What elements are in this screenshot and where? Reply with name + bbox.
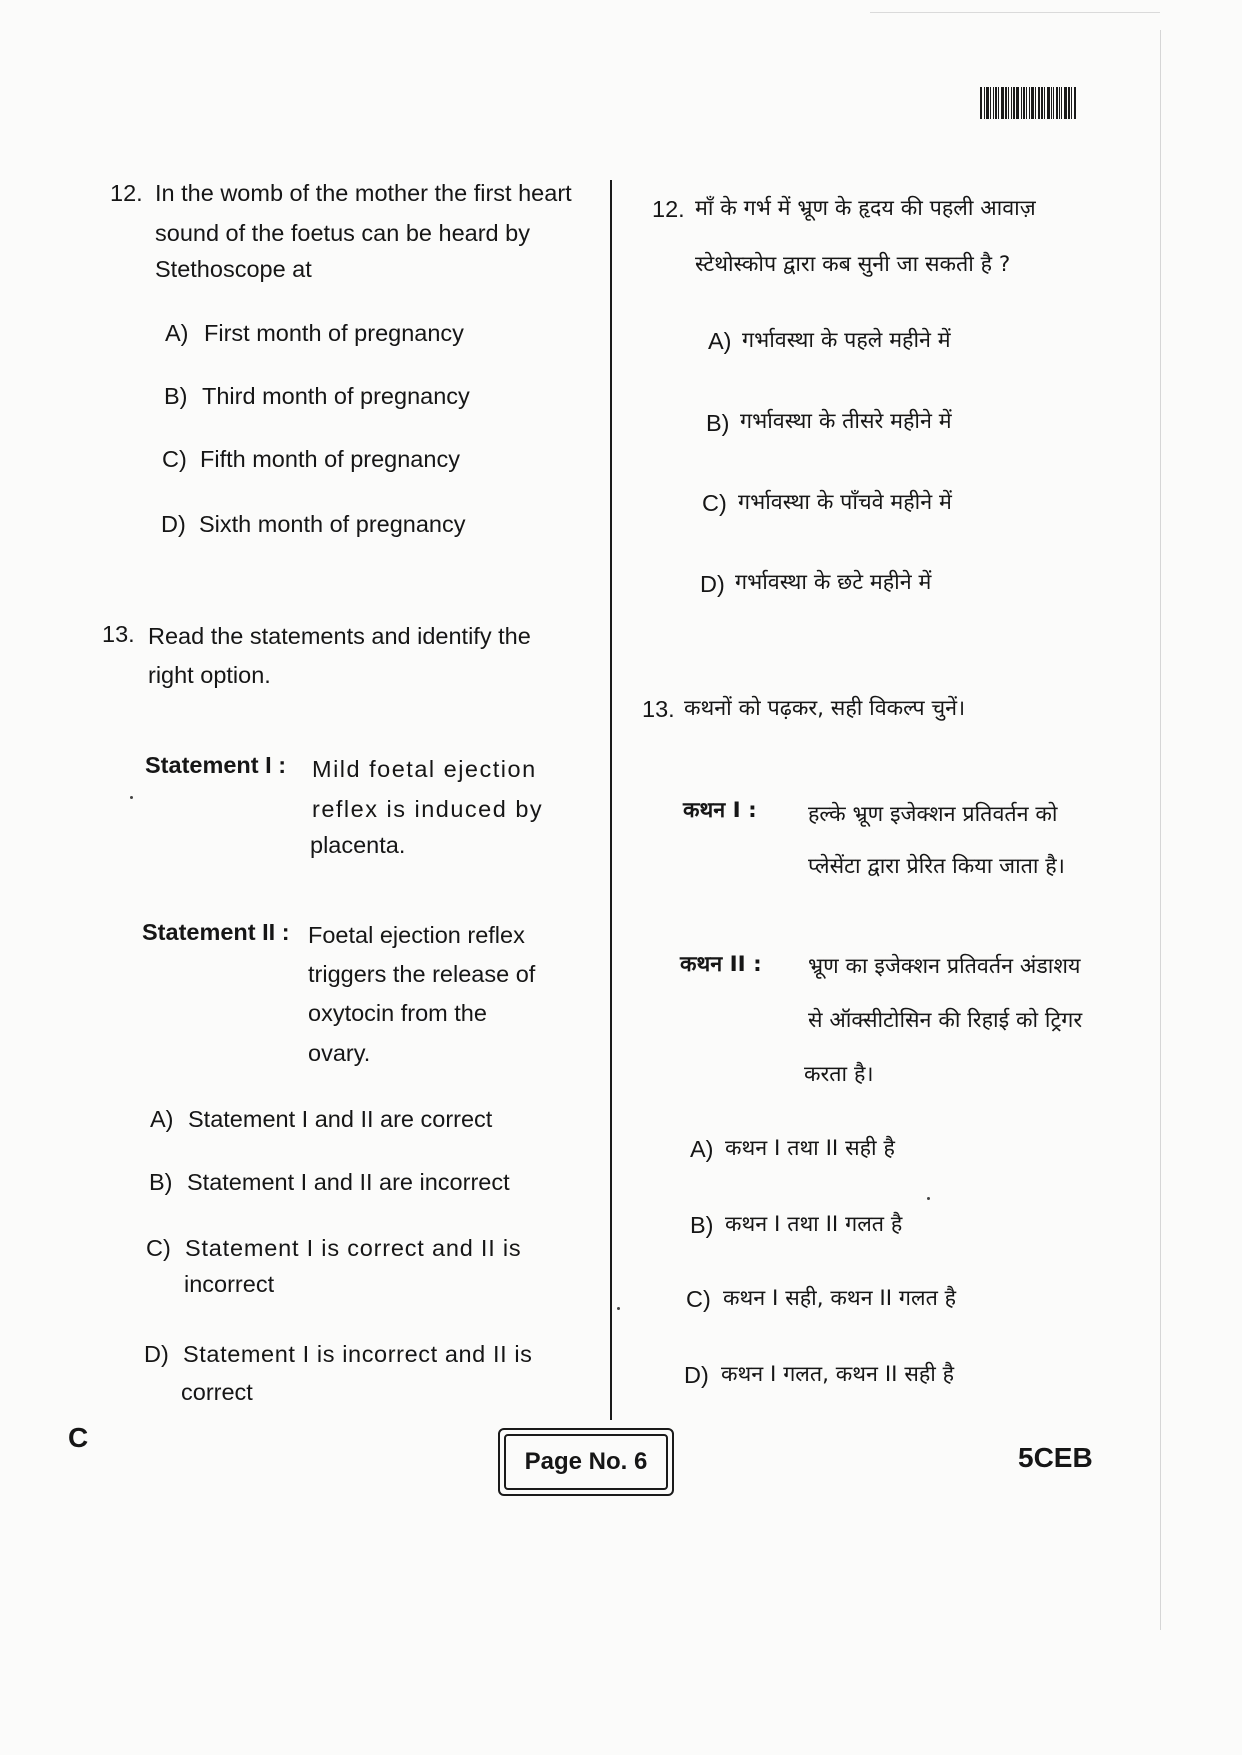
barcode-bar [1056, 87, 1058, 119]
barcode-bar [1071, 87, 1072, 119]
barcode-bar [1008, 87, 1009, 119]
q13-option-d-line-1[interactable]: Statement I is incorrect and II is [183, 1341, 533, 1367]
q13-option-c-letter[interactable]: C) [146, 1235, 171, 1261]
q12-option-a-text[interactable]: First month of pregnancy [204, 320, 464, 346]
statement-1-line-1-hi: हल्के भ्रूण इजेक्शन प्रतिवर्तन को [808, 802, 1058, 827]
statement-2-line-3-en: oxytocin from the [308, 1000, 487, 1026]
q12-option-d-text[interactable]: Sixth month of pregnancy [199, 511, 466, 537]
q12-option-b-text[interactable]: Third month of pregnancy [202, 383, 470, 409]
q12-number-en: 12. [110, 180, 143, 206]
q12-option-d-letter[interactable]: D) [161, 511, 186, 537]
q12-option-a-letter[interactable]: A) [165, 320, 189, 346]
scan-dot [617, 1307, 620, 1310]
q13-option-d-line-2[interactable]: correct [181, 1379, 253, 1405]
barcode-bar [1011, 87, 1012, 119]
booklet-code: 5CEB [1018, 1442, 1093, 1473]
page-number-box [498, 1428, 674, 1496]
barcode-bar [1059, 87, 1060, 119]
q12-line-1-hi: माँ के गर्भ में भ्रूण के हृदय की पहली आवाज़ [695, 196, 1036, 221]
statement-2-line-1-hi: भ्रूण का इजेक्शन प्रतिवर्तन अंडाशय [808, 954, 1081, 979]
statement-2-label-en: Statement II : [142, 919, 290, 945]
q13-line-2-en: right option. [148, 662, 271, 688]
scan-dot [927, 1197, 930, 1200]
barcode-bar [1035, 87, 1036, 119]
barcode-bar [1053, 87, 1054, 119]
q13-option-a-letter[interactable]: A) [150, 1106, 174, 1132]
barcode-bar [1044, 87, 1045, 119]
barcode-bar [1023, 87, 1025, 119]
barcode-bar [1001, 87, 1004, 119]
barcode-bar [1061, 87, 1062, 119]
barcode-bar [1064, 87, 1067, 119]
q12-option-c-text-hi[interactable]: गर्भावस्था के पाँचवे महीने में [738, 490, 952, 515]
q13-option-d-letter-hi[interactable]: D) [684, 1362, 709, 1388]
statement-1-line-1-en: Mild foetal ejection [312, 756, 537, 782]
barcode-bar [1068, 87, 1070, 119]
statement-1-label-hi: कथन I : [683, 798, 757, 823]
q12-option-b-text-hi[interactable]: गर्भावस्था के तीसरे महीने में [740, 409, 952, 434]
q12-line-2-en: sound of the foetus can be heard by [155, 220, 530, 246]
q12-option-b-letter-hi[interactable]: B) [706, 410, 730, 436]
q13-line-1-en: Read the statements and identify the [148, 623, 531, 649]
barcode-bar [984, 87, 985, 119]
barcode-bar [1029, 87, 1030, 119]
q13-option-b-text-hi[interactable]: कथन I तथा II गलत है [725, 1212, 903, 1237]
barcode-bar [1021, 87, 1022, 119]
q13-option-a-letter-hi[interactable]: A) [690, 1136, 714, 1162]
barcode-bar [1047, 87, 1050, 119]
q13-option-a-text-hi[interactable]: कथन I तथा II सही है [725, 1136, 895, 1161]
column-divider [610, 180, 612, 1420]
barcode-bar [1041, 87, 1043, 119]
barcode-bar [1074, 87, 1076, 119]
q12-option-c-letter[interactable]: C) [162, 446, 187, 472]
statement-2-line-2-hi: से ऑक्सीटोसिन की रिहाई को ट्रिगर [808, 1008, 1083, 1033]
q13-option-c-line-1[interactable]: Statement I is correct and II is [185, 1235, 522, 1261]
q12-line-3-en: Stethoscope at [155, 256, 312, 282]
statement-2-line-1-en: Foetal ejection reflex [308, 922, 525, 948]
statement-1-line-2-hi: प्लेसेंटा द्वारा प्रेरित किया जाता है। [808, 854, 1065, 879]
q13-option-c-text-hi[interactable]: कथन I सही, कथन II गलत है [723, 1286, 957, 1311]
barcode-bar [990, 87, 991, 119]
barcode-bar [1031, 87, 1034, 119]
q13-option-d-letter[interactable]: D) [144, 1341, 169, 1367]
statement-1-line-2-en: reflex is induced by [312, 796, 544, 822]
scan-edge-top [870, 12, 1160, 13]
scan-edge-right [1160, 30, 1161, 1630]
barcode-bar [980, 87, 982, 119]
q12-line-2-hi: स्टेथोस्कोप द्वारा कब सुनी जा सकती है ? [695, 252, 1011, 277]
statement-2-label-hi: कथन II : [680, 952, 762, 977]
barcode-bar [1026, 87, 1027, 119]
q12-option-b-letter[interactable]: B) [164, 383, 188, 409]
barcode [980, 87, 1120, 119]
q12-option-a-text-hi[interactable]: गर्भावस्था के पहले महीने में [742, 328, 951, 353]
barcode-bar [995, 87, 997, 119]
scan-dot [130, 796, 133, 799]
statement-2-line-2-en: triggers the release of [308, 961, 536, 987]
page-number-label: Page No. 6 [504, 1434, 668, 1490]
statement-2-line-3-hi: करता है। [804, 1062, 874, 1087]
q13-option-b-text[interactable]: Statement I and II are incorrect [187, 1169, 510, 1195]
q12-line-1-en: In the womb of the mother the first heart [155, 180, 572, 206]
q12-option-c-text[interactable]: Fifth month of pregnancy [200, 446, 460, 472]
q13-option-c-letter-hi[interactable]: C) [686, 1286, 711, 1312]
q13-option-c-line-2[interactable]: incorrect [184, 1271, 275, 1297]
q13-number-en: 13. [102, 621, 135, 647]
q12-option-a-letter-hi[interactable]: A) [708, 328, 732, 354]
barcode-bar [1005, 87, 1007, 119]
statement-1-line-3-en: placenta. [310, 832, 406, 858]
q13-text-hi: कथनों को पढ़कर, सही विकल्प चुनें। [684, 696, 966, 721]
q13-option-d-text-hi[interactable]: कथन I गलत, कथन II सही है [721, 1362, 955, 1387]
statement-1-label-en: Statement I : [145, 752, 287, 778]
barcode-bar [1013, 87, 1015, 119]
barcode-bar [1016, 87, 1019, 119]
q13-option-a-text[interactable]: Statement I and II are correct [188, 1106, 493, 1132]
q13-number-hi: 13. [642, 696, 675, 722]
statement-2-line-4-en: ovary. [308, 1040, 371, 1066]
q12-option-d-text-hi[interactable]: गर्भावस्था के छटे महीने में [735, 570, 932, 595]
barcode-bar [993, 87, 994, 119]
q12-number-hi: 12. [652, 196, 685, 222]
barcode-bar [986, 87, 989, 119]
q12-option-d-letter-hi[interactable]: D) [700, 571, 725, 597]
barcode-bar [1038, 87, 1040, 119]
q12-option-c-letter-hi[interactable]: C) [702, 490, 727, 516]
q13-option-b-letter-hi[interactable]: B) [690, 1212, 714, 1238]
series-letter: C [68, 1422, 89, 1453]
barcode-bar [998, 87, 999, 119]
q13-option-b-letter[interactable]: B) [149, 1169, 173, 1195]
barcode-bar [1051, 87, 1052, 119]
